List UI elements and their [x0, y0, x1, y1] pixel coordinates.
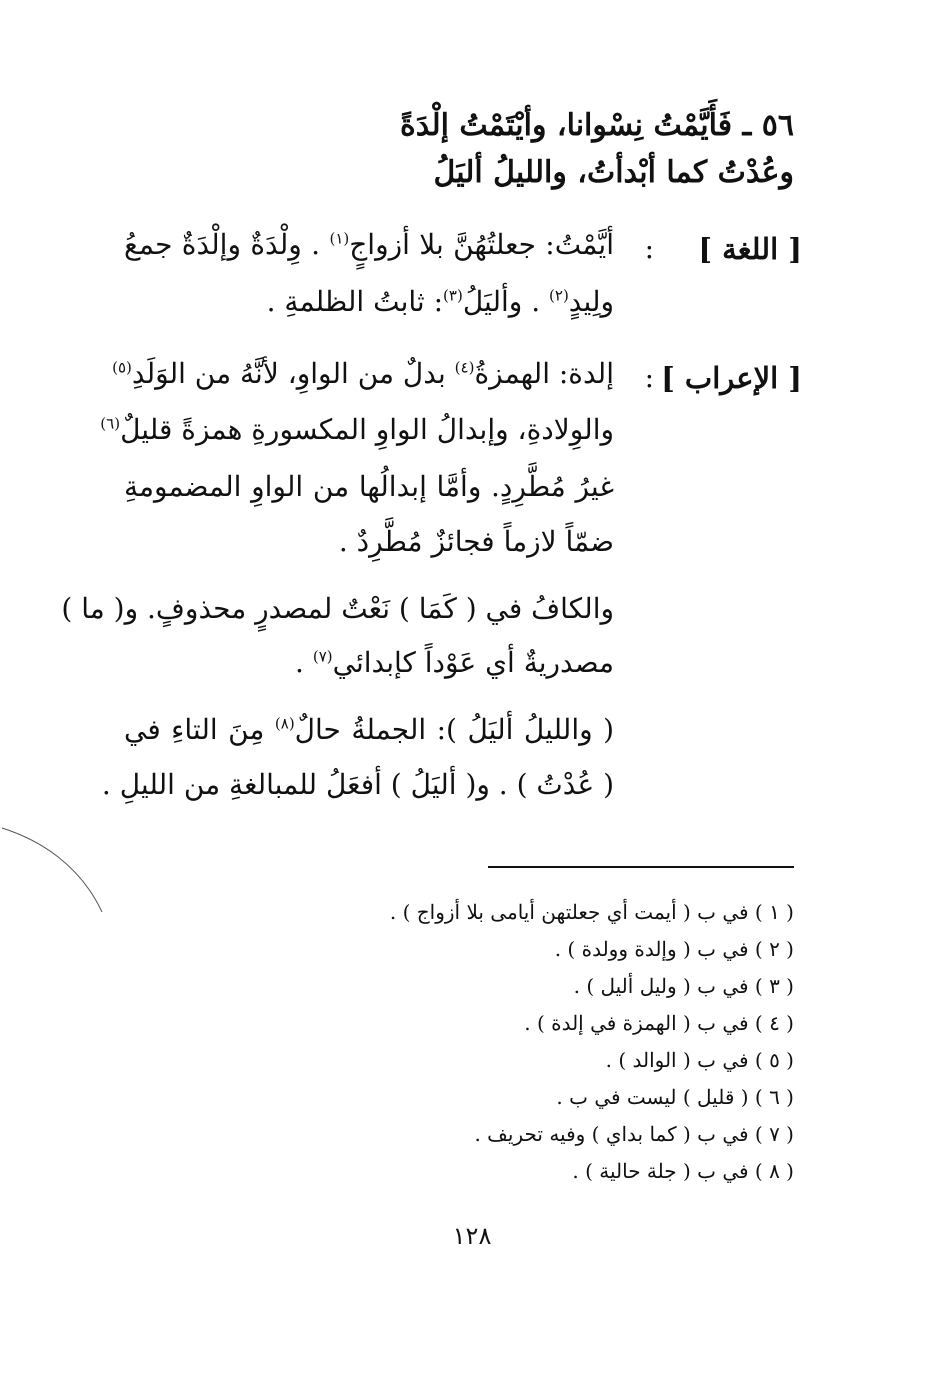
footnote-2: ( ٢ ) في ب ( وإلدة وولدة ) .	[554, 937, 794, 961]
section-colon-irab: :	[644, 361, 654, 394]
irab-p1-line-1	[112, 357, 614, 390]
irab-p2-end: .	[295, 646, 313, 679]
irab-text-2: والوِلادةِ، وإبدالُ الواوِ المكسورةِ همزةً قليلٌ	[120, 413, 614, 446]
footnote-mark-8: (٨)	[274, 714, 295, 733]
footnote-5: ( ٥ ) في ب ( الوالد ) .	[605, 1048, 794, 1072]
footnote-7: ( ٧ ) في ب ( كما بداي ) وفيه تحريف .	[474, 1122, 794, 1146]
section-label-irab: [ الإعراب ]	[661, 361, 802, 395]
section-label-lugha: [ اللغة ]	[698, 232, 802, 266]
footnote-4: ( ٤ ) في ب ( الهمزة في إلدة ) .	[524, 1011, 794, 1035]
footnote-mark-4: (٤)	[454, 358, 475, 377]
irab-p2-line-1: والكافُ في ( كَمَا ) نَعْتٌ لمصدرٍ محذوفٍ. و( ما )	[61, 592, 614, 625]
lugha-text-2a: ولِيدٍ	[568, 285, 614, 318]
irab-p3-text-b: مِنَ التاءِ في	[124, 713, 265, 746]
footnote-3: ( ٣ ) في ب ( وليل أليل ) .	[573, 974, 794, 998]
irab-p3-line-2: ( عُدْتُ ) . و( أليَلُ ) أفعَلُ للمبالغةِ من الليلِ .	[101, 768, 614, 801]
irab-text-1b: بدلٌ من الواوِ، لأنَّهُ من الوَلَدِ	[131, 357, 446, 390]
footnote-1: ( ١ ) في ب ( أيمت أي جعلتهن أيامى بلا أزواج ) .	[389, 900, 794, 924]
verse-line-1: ٥٦ ـ فَأَيَّمْتُ نِسْوانا، وأيْتَمْتُ إلْدَةً	[400, 108, 794, 143]
footnote-mark-7: (٧)	[312, 647, 333, 666]
irab-p2-text: مصدريةٌ أي عَوْداً كإبدائي	[332, 646, 614, 679]
footnote-8: ( ٨ ) في ب ( جلة حالية ) .	[572, 1159, 794, 1183]
irab-p3-line-1	[124, 713, 614, 746]
lugha-text-2b: . وأليَلُ	[462, 285, 541, 318]
lugha-line-1	[124, 228, 614, 261]
irab-p1-line-2	[100, 413, 614, 446]
footnote-mark-3: (٣)	[443, 286, 463, 305]
footnote-mark-1: (١)	[329, 229, 350, 248]
lugha-text-1a: أيَّمْتُ: جعلتُهُنَّ بلا أزواجٍ	[349, 228, 614, 261]
page-number: ١٢٨	[452, 1222, 492, 1250]
footnote-mark-6: (٦)	[100, 414, 121, 433]
irab-p1-line-4: ضمّاً لازماً فجائزٌ مُطَّرِدٌ .	[338, 525, 614, 558]
lugha-text-1b: . وِلْدَةٌ وإلْدَةٌ جمعُ	[124, 228, 321, 261]
footnote-mark-5: (٥)	[112, 358, 132, 377]
margin-scan-mark	[0, 820, 110, 920]
verse-line-2: وعُدْتُ كما أبْدأتُ، والليلُ أليَلُ	[433, 155, 794, 190]
footnote-mark-2: (٢)	[549, 286, 569, 305]
irab-p3-text-a: ( والليلُ أليَلُ ): الجملةُ حالٌ	[294, 713, 615, 746]
irab-text-1a: إلدة: الهمزةُ	[474, 357, 614, 390]
section-colon-lugha: :	[644, 232, 654, 265]
footnote-separator	[488, 866, 794, 868]
irab-p1-line-3: غيرُ مُطَّرِدٍ. وأمَّا إبدالُها من الواوِ المضمومةِ	[124, 470, 614, 503]
lugha-text-2c: : ثابتُ الظلمةِ .	[266, 285, 444, 318]
irab-p2-line-2	[124, 646, 614, 679]
footnote-6: ( ٦ ) ( قليل ) ليست في ب .	[556, 1085, 794, 1109]
lugha-line-2	[124, 285, 614, 318]
